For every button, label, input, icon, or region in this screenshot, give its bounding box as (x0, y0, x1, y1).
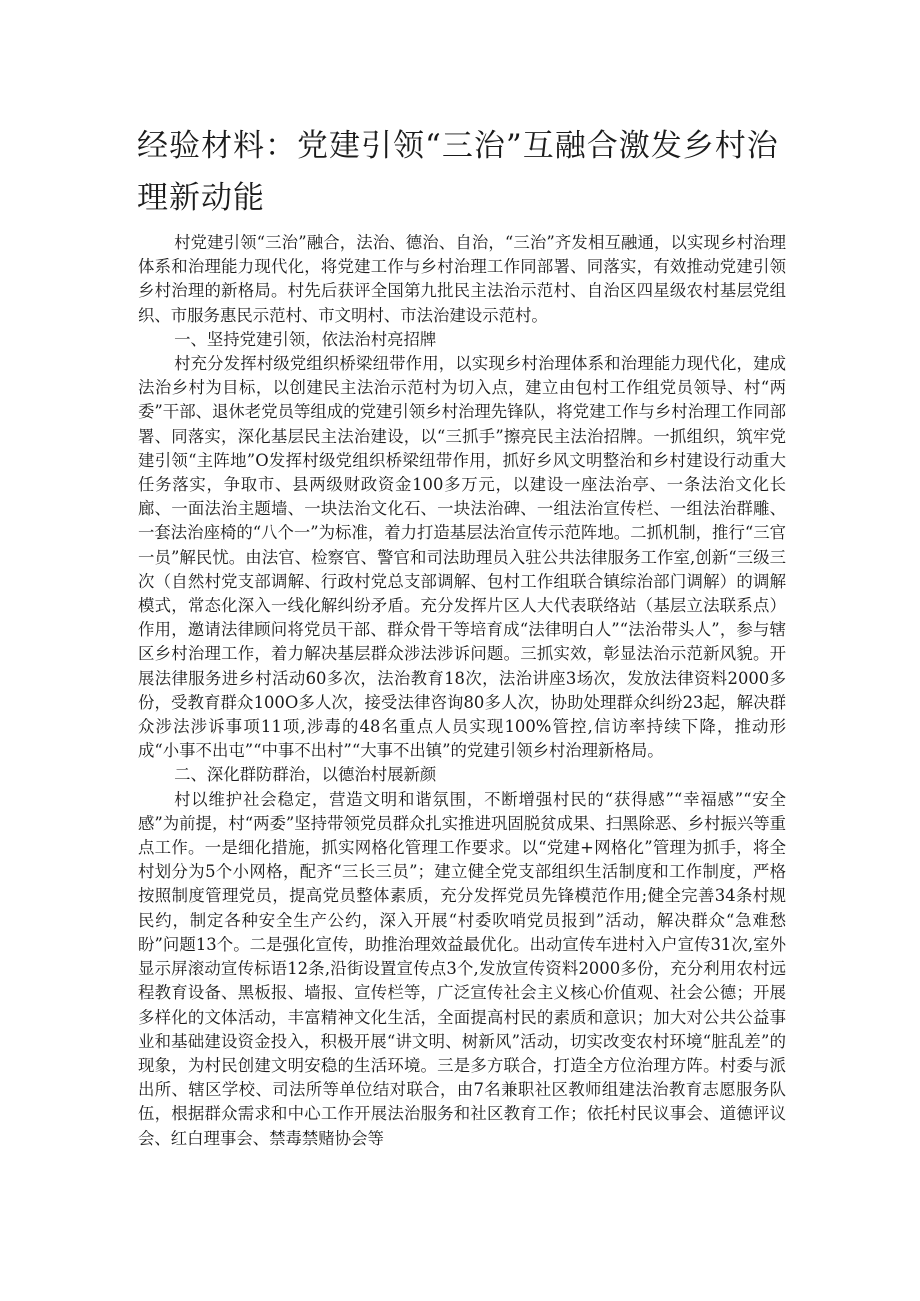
section-1-paragraph: 村充分发挥村级党组织桥梁纽带作用，以实现乡村治理体系和治理能力现代化，建成法治乡村为目标，以创建民主法治示范村为切入点，建立由包村工作组党员领导、村“两委”干部、退休老党员等组成的党建引领乡村治理先锋队，将党建工作与乡村治理工作同部署、同落实，深化基层民主法治建设，以“三抓手”擦亮民主法治招牌。一抓组织，筑牢党建引领“主阵地”O发挥村级党组织桥梁纽带作用，抓好乡风文明整治和乡村建设行动重大任务落实，争取市、县两级财政资金100多万元，以建设一座法治亭、一条法治文化长廊、一面法治主题墙、一块法治文化石、一块法治碑、一组法治宣传栏、一组法治群雕、一套法治座椅的“八个一”为标准，着力打造基层法治宣传示范阵地。二抓机制，推行“三官一员”解民忧。由法官、检察官、警官和司法助理员入驻公共法律服务工作室,创新“三级三次（自然村党支部调解、行政村党总支部调解、包村工作组联合镇综治部门调解）的调解模式，常态化深入一线化解纠纷矛盾。充分发挥片区人大代表联络站（基层立法联系点）作用，邀请法律顾问将党员干部、群众骨干等培育成“法律明白人”“法治带头人”，参与辖区乡村治理工作，着力解决基层群众涉法涉诉问题。三抓实效，彰显法治示范新风貌。开展法律服务进乡村活动60多次，法治教育18次，法治讲座3场次，发放法律资料2000多份，受教育群众100O多人次，接受法律咨询80多人次，协助处理群众纠纷23起，解决群众涉法涉诉事项11项,涉毒的48名重点人员实现100%管控,信访率持续下降，推动形成“小事不出屯”“中事不出村”“大事不出镇”的党建引领乡村治理新格局。 (138, 354, 786, 761)
document-title: 经验材料：党建引领“三治”互融合激发乡村治理新动能 (137, 128, 779, 216)
section-heading-2: 二、深化群防群治，以德治村展新颜 (174, 765, 437, 785)
document-body (138, 231, 786, 1151)
section-heading-1: 一、坚持党建引领，依法治村亮招牌 (174, 329, 437, 349)
section-2-paragraph: 村以维护社会稳定，营造文明和谐氛围，不断增强村民的“获得感”“幸福感”“安全感”为前提，村“两委”坚持带领党员群众扎实推进巩固脱贫成果、扫黑除恶、乡村振兴等重点工作。一是细化措施，抓实网格化管理工作要求。以“党建+网格化”管理为抓手，将全村划分为5个小网格，配齐“三长三员”；建立健全党支部组织生活制度和工作制度，严格按照制度管理党员，提高党员整体素质，充分发挥党员先锋模范作用;健全完善34条村规民约，制定各种安全生产公约，深入开展“村委吹哨党员报到”活动，解决群众“急难愁盼”问题13个。二是强化宣传，助推治理效益最优化。出动宣传车进村入户宣传31次,室外显示屏滚动宣传标语12条,沿街设置宣传点3个,发放宣传资料2000多份，充分利用农村远程教育设备、黑板报、墙报、宣传栏等，广泛宣传社会主义核心价值观、社会公德；开展多样化的文体活动，丰富精神文化生活，全面提高村民的素质和意识；加大对公共公益事业和基础建设资金投入，积极开展“讲文明、树新风”活动，切实改变农村环境“脏乱差”的现象，为村民创建文明安稳的生活环境。三是多方联合，打造全方位治理方阵。村委与派出所、辖区学校、司法所等单位结对联合，由7名兼职社区教师组建法治教育志愿服务队伍，根据群众需求和中心工作开展法治服务和社区教育工作；依托村民议事会、道德评议会、红白理事会、禁毒禁赌协会等 (138, 789, 786, 1148)
intro-paragraph: 村党建引领“三治”融合，法治、德治、自治，“三治”齐发相互融通，以实现乡村治理体系和治理能力现代化，将党建工作与乡村治理工作同部署、同落实，有效推动党建引领乡村治理的新格局。村先后获评全国第九批民主法治示范村、自治区四星级农村基层党组织、市服务惠民示范村、市文明村、市法治建设示范村。 (138, 233, 786, 325)
